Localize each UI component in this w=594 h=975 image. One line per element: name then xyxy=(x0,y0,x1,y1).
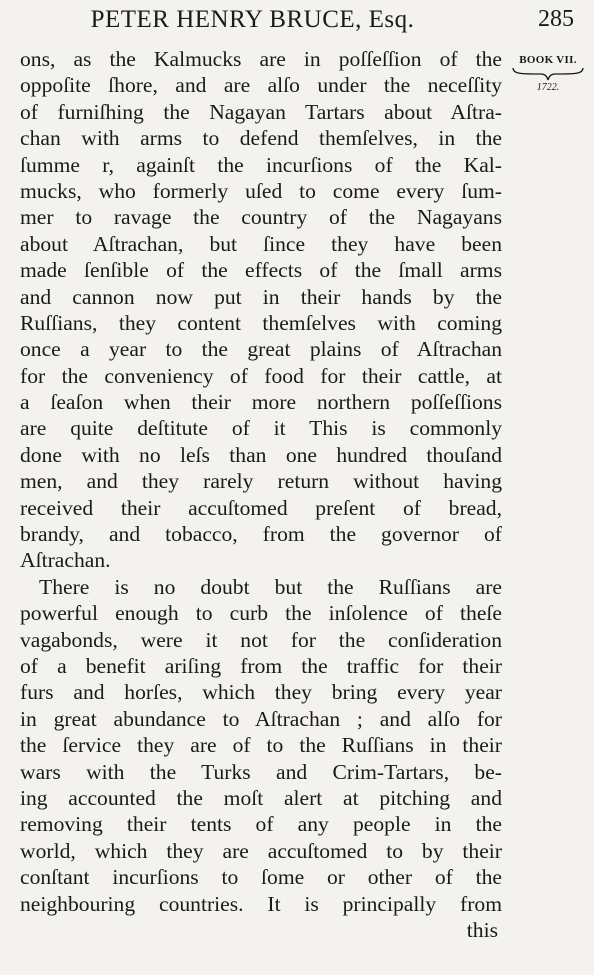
body-text xyxy=(20,46,502,943)
text-line: furs and horſes, which they bring every year xyxy=(20,680,502,705)
text-line: of furniſhing the Nagayan Tartars about Aſtra- xyxy=(20,99,502,124)
text-line: the ſervice they are of to the Ruſſians in their xyxy=(20,733,502,758)
text-line: and cannon now put in their hands by the xyxy=(20,284,502,309)
text-line: powerful enough to curb the inſolence of theſe xyxy=(20,601,502,626)
text-line: vagabonds, were it not for the conſideration xyxy=(20,627,502,652)
text-line: for the conveniency of food for their cattle, at xyxy=(20,363,502,388)
page-number: 285 xyxy=(538,6,574,32)
text-line: world, which they are accuſtomed to by their xyxy=(20,838,502,863)
text-line: oppoſite ſhore, and are alſo under the neceſſity xyxy=(20,73,502,98)
text-line: of a benefit ariſing from the traffic for their xyxy=(20,653,502,678)
text-line: a ſeaſon when their more northern poſſeſſions xyxy=(20,390,502,415)
text-line: wars with the Turks and Crim-Tartars, be- xyxy=(20,759,502,784)
text-line: ing accounted the moſt alert at pitching and xyxy=(20,785,502,810)
text-line: in great abundance to Aſtrachan ; and alſo for xyxy=(20,706,502,731)
running-head: PETER HENRY BRUCE, Esq. xyxy=(90,6,415,33)
text-line: received their accuſtomed preſent of bread, xyxy=(20,495,502,520)
text-line: are quite deſtitute of it This is commonly xyxy=(20,416,502,441)
page-header xyxy=(0,6,594,40)
catchword: this xyxy=(466,917,498,942)
text-line: done with no leſs than one hundred thouſand xyxy=(20,442,502,467)
text-line: men, and they rarely return without having xyxy=(20,469,502,494)
text-line: brandy, and tobacco, from the governor of xyxy=(20,522,502,547)
text-line: chan with arms to defend themſelves, in the xyxy=(20,126,502,151)
text-line: neighbouring countries. It is principally from xyxy=(20,891,502,916)
text-line: ſumme r, againſt the incurſions of the Kal- xyxy=(20,152,502,177)
text-line: Ruſſians, they content themſelves with coming xyxy=(20,310,502,335)
curly-brace-icon xyxy=(511,66,585,82)
paragraph-start-line: There is no doubt but the Ruſſians are xyxy=(39,574,502,599)
text-line: ons, as the Kalmucks are in poſſeſſion of the xyxy=(20,47,502,71)
text-line: once a year to the great plains of Aſtrachan xyxy=(20,337,502,362)
text-line: removing their tents of any people in the xyxy=(20,812,502,837)
text-line: Aſtrachan. xyxy=(20,548,111,573)
text-line: conſtant incurſions to ſome or other of the xyxy=(20,865,502,890)
text-line: about Aſtrachan, but ſince they have been xyxy=(20,231,502,256)
margin-year-label: 1722. xyxy=(536,82,560,93)
margin-note xyxy=(509,54,587,93)
text-line: mer to ravage the country of the Nagayans xyxy=(20,205,502,230)
text-line: mucks, who formerly uſed to come every ſum- xyxy=(20,178,502,203)
margin-book-label: BOOK VII. xyxy=(519,54,577,66)
text-line: made ſenſible of the effects of the ſmall arms xyxy=(20,258,502,283)
